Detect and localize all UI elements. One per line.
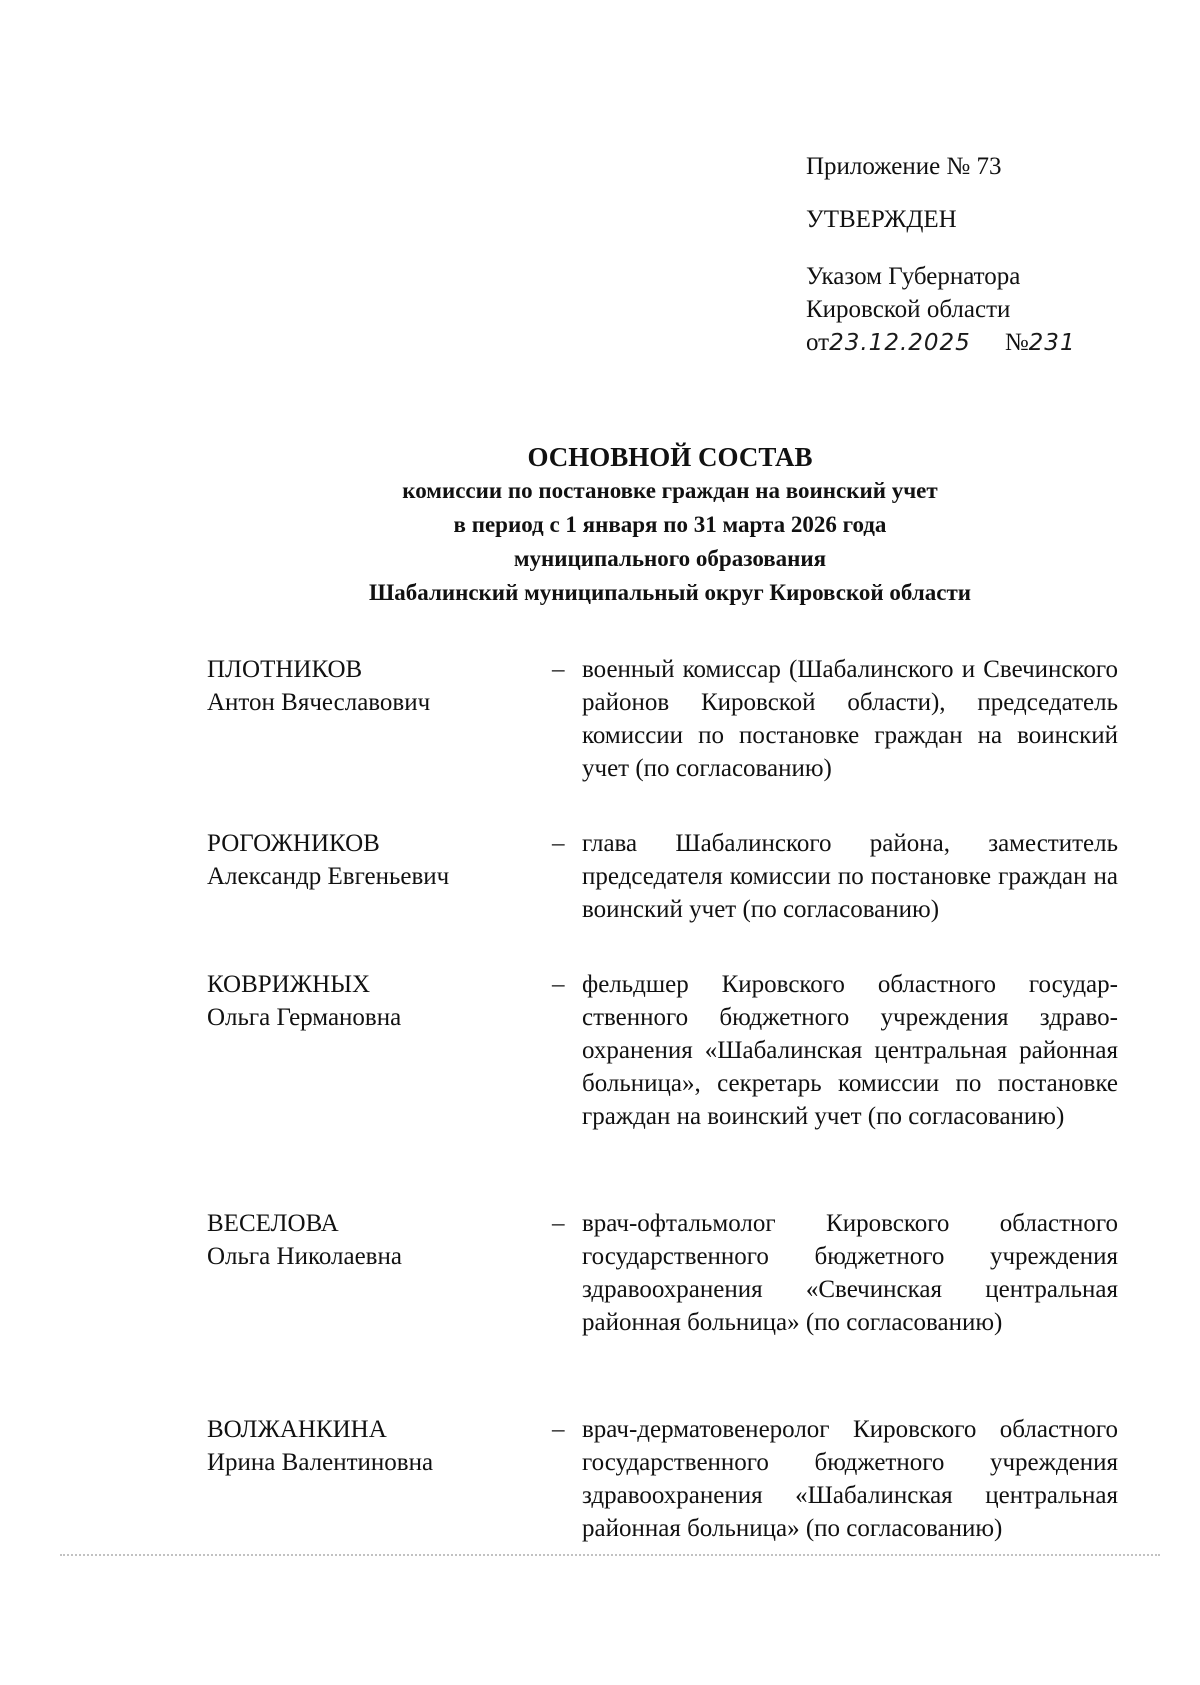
member-name xyxy=(207,968,552,1133)
member-surname: РОГОЖНИКОВ xyxy=(207,830,380,857)
member-surname: ВЕСЕЛОВА xyxy=(207,1210,339,1237)
member-entry xyxy=(207,1207,1127,1339)
member-given-name: Ирина Валентиновна xyxy=(207,1449,434,1476)
number-prefix: № xyxy=(1004,329,1029,356)
from-prefix: от xyxy=(806,329,830,356)
member-dash: – xyxy=(552,656,565,683)
member-given-name: Ольга Германовна xyxy=(207,1004,402,1031)
decree-line-2: Кировской области xyxy=(806,296,1011,323)
member-dash: – xyxy=(552,971,565,998)
member-description: врач-дерматовенеролог Кировского областного государственного бюджетного учреждения здравоохранения «Шабалинская центральная районная больница» (по согласованию) xyxy=(582,1416,1118,1542)
decree-date-line xyxy=(806,326,1166,360)
member-surname: ВОЛЖАНКИНА xyxy=(207,1416,387,1443)
heading-line-3: муниципального образования xyxy=(513,546,827,571)
member-name xyxy=(207,827,552,926)
member-given-name: Антон Вячеславович xyxy=(207,689,431,716)
member-name xyxy=(207,653,552,785)
member-dash: – xyxy=(552,1210,565,1237)
member-given-name: Александр Евгеньевич xyxy=(207,863,450,890)
handwritten-number: 231 xyxy=(1028,330,1076,356)
heading-line-4: Шабалинский муниципальный округ Кировской области xyxy=(368,580,972,605)
approval-block xyxy=(806,150,1166,360)
decree-line-1: Указом Губернатора xyxy=(806,263,1021,290)
scan-artifact-line xyxy=(60,1554,1160,1560)
document-heading xyxy=(200,440,1140,610)
member-surname: ПЛОТНИКОВ xyxy=(207,656,363,683)
member-description: военный комиссар (Шабалинского и Свечинского районов Кировской области), председатель комиссии по постановке граждан на воинский учет (по согласованию) xyxy=(582,656,1118,782)
member-entry xyxy=(207,1413,1127,1545)
members-list xyxy=(207,653,1127,1545)
handwritten-date: 23.12.2025 xyxy=(829,330,971,356)
member-entry xyxy=(207,653,1127,785)
member-dash: – xyxy=(552,1416,565,1443)
heading-title: ОСНОВНОЙ СОСТАВ xyxy=(527,442,813,472)
member-description: глава Шабалинского района, заместитель председателя комиссии по постановке граждан на воинский учет (по согласованию) xyxy=(582,830,1118,923)
member-description: фельдшер Кировского областного государственного бюджетного учреждения здравоохранения «Шабалинская центральная районная больница», секретарь комиссии по постановке граждан на воинский учет (по согласованию) xyxy=(582,971,1118,1130)
approved-label: УТВЕРЖДЕН xyxy=(806,206,957,233)
member-description: врач-офтальмолог Кировского областного государственного бюджетного учреждения здравоохранения «Свечинская центральная районная больница» (по согласованию) xyxy=(582,1210,1118,1336)
member-entry xyxy=(207,968,1127,1133)
member-given-name: Ольга Николаевна xyxy=(207,1243,402,1270)
member-entry xyxy=(207,827,1127,926)
member-dash: – xyxy=(552,830,565,857)
member-name xyxy=(207,1413,552,1545)
heading-line-1: комиссии по постановке граждан на воинский учет xyxy=(402,478,938,503)
member-name xyxy=(207,1207,552,1339)
appendix-label: Приложение № 73 xyxy=(806,153,1002,180)
heading-line-2: в период с 1 января по 31 марта 2026 года xyxy=(453,512,887,537)
member-surname: КОВРИЖНЫХ xyxy=(207,971,371,998)
